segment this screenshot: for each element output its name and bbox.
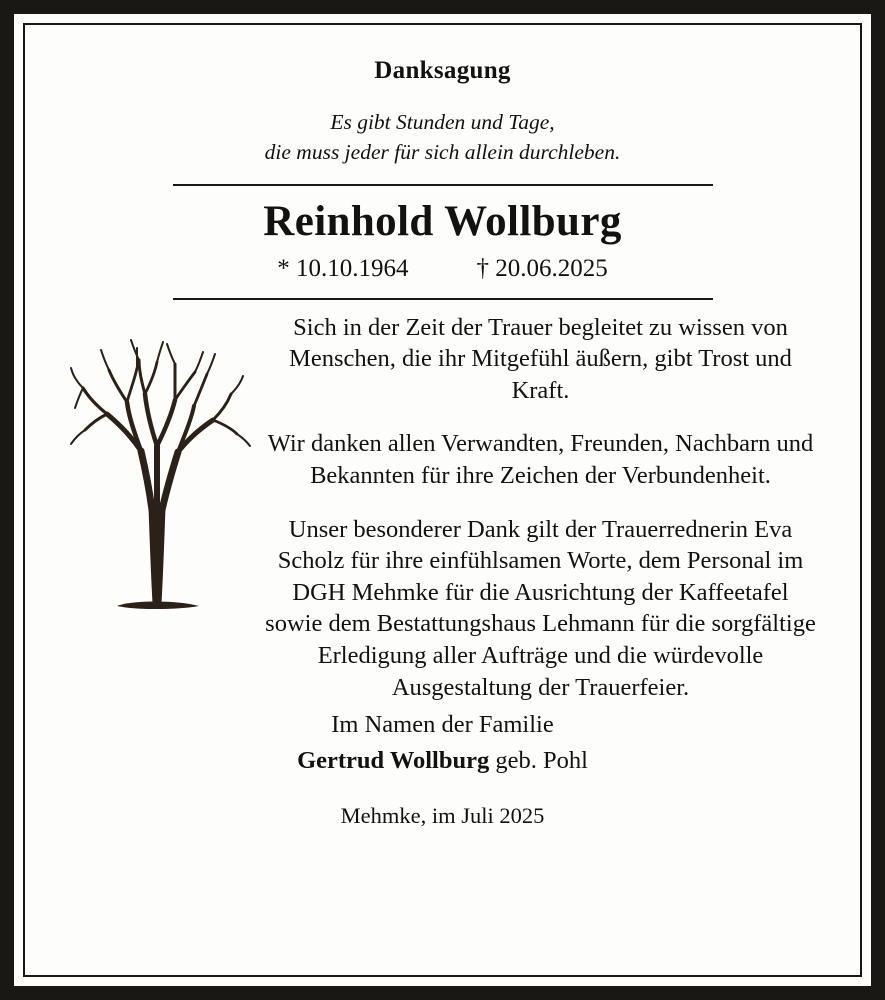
verse-block bbox=[67, 107, 818, 168]
notice-content bbox=[25, 25, 860, 975]
verse-line-1: Es gibt Stunden und Tage, bbox=[330, 109, 555, 134]
paragraph-thanks-3: Unser besonderer Dank gilt der Trauerrednerin Eva Scholz für ihre einfühlsamen Worte, dem Personal im DGH Mehmke für die Ausrichtung der Kaffeetafel sowie dem Bestattungshaus Lehmann für die sorgfältige Erledigung aller Aufträge und die würdevolle Ausgestaltung der Trauerfeier. bbox=[265, 515, 816, 701]
birth-date: * 10.10.1964 bbox=[277, 254, 409, 282]
closing-line: Im Namen der Familie bbox=[331, 711, 554, 739]
family-name-maiden: geb. Pohl bbox=[489, 746, 588, 774]
bare-tree-illustration bbox=[57, 318, 257, 618]
verse-line-2: die muss jeder für sich allein durchleben. bbox=[264, 140, 621, 165]
family-signature bbox=[67, 745, 818, 777]
life-dates bbox=[67, 254, 818, 284]
message-text bbox=[263, 312, 818, 704]
deceased-name: Reinhold Wollburg bbox=[263, 197, 622, 245]
paragraph-thanks-1: Sich in der Zeit der Trauer begleitet zu wissen von Menschen, die ihr Mitgefühl äußern, gibt Trost und Kraft. bbox=[289, 313, 792, 404]
closing-block bbox=[67, 709, 818, 829]
page-title: Danksagung bbox=[374, 57, 511, 84]
body-area bbox=[67, 312, 818, 704]
divider-bottom bbox=[173, 298, 713, 300]
family-name-bold: Gertrud Wollburg bbox=[297, 746, 490, 774]
place-and-date: Mehmke, im Juli 2025 bbox=[340, 802, 545, 828]
divider-top bbox=[173, 184, 713, 186]
paragraph-thanks-2: Wir danken allen Verwandten, Freunden, Nachbarn und Bekannten für ihre Zeichen der Verbundenheit. bbox=[267, 430, 814, 490]
death-date: † 20.06.2025 bbox=[476, 254, 608, 282]
